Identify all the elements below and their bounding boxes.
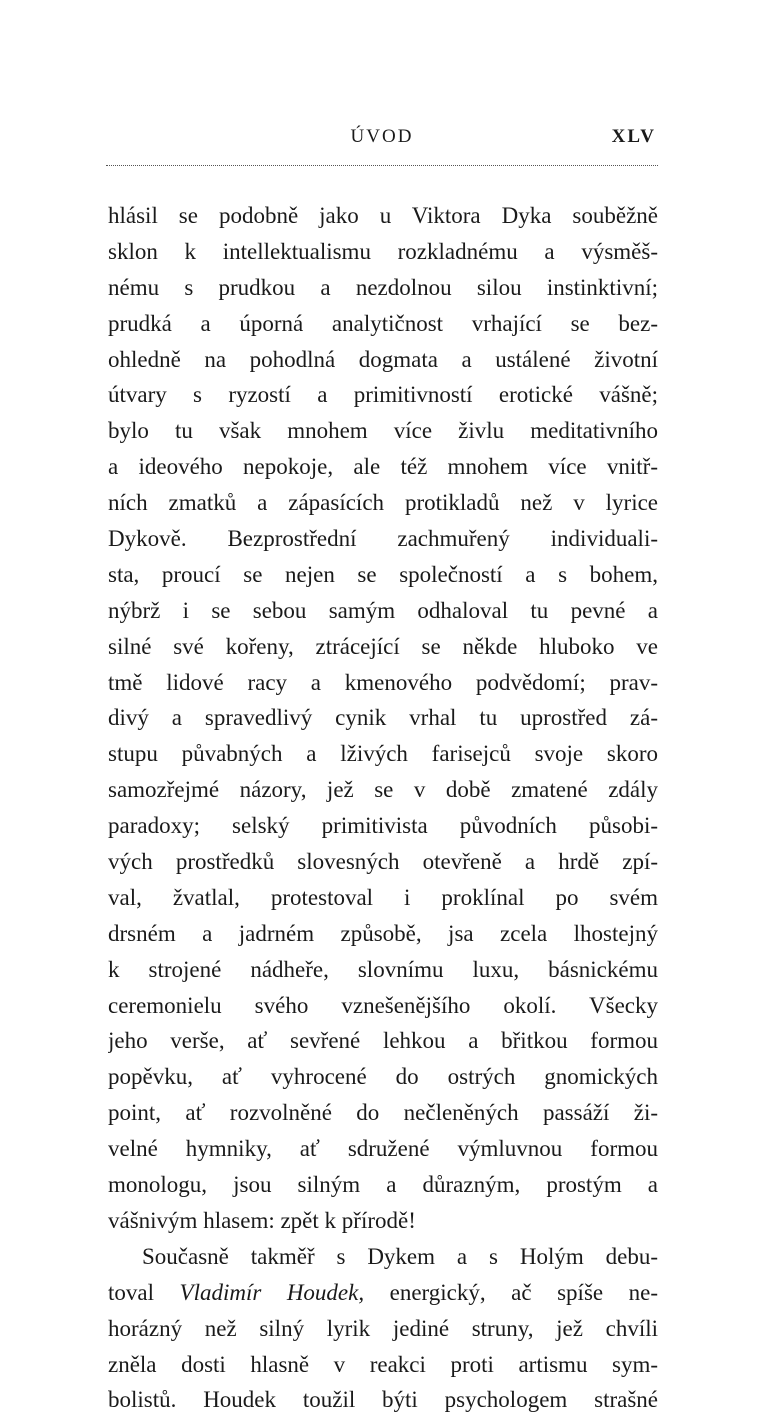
text-line: nýbrž i se sebou samým odhaloval tu pevné a	[108, 597, 658, 623]
text-line: ních zmatků a zápasících protikladů než v lyrice	[108, 490, 658, 516]
text-line: hlásil se podobně jako u Viktora Dyka souběžně	[108, 203, 658, 228]
chapter-title: ÚVOD	[350, 126, 414, 147]
text-line: sklon k intellektualismu rozkladnému a výsměš-	[108, 238, 658, 264]
text-line: velné hymniky, ať sdružené výmluvnou formou	[108, 1136, 658, 1162]
text-line: útvary s ryzostí a primitivností erotické vášně;	[108, 382, 658, 408]
text-line: divý a spravedlivý cynik vrhal tu uprostřed zá-	[108, 705, 658, 731]
text-line: ohledně na pohodlná dogmata a ustálené životní	[108, 346, 658, 372]
paragraph-1	[108, 198, 658, 1239]
text-line: sta, proucí se nejen se společností a s bohem,	[108, 561, 658, 587]
text-line: Dykově. Bezprostřední zachmuřený individuali-	[108, 526, 658, 552]
body-text	[108, 198, 658, 1418]
text-line: nému s prudkou a nezdolnou silou instinktivní;	[108, 274, 658, 300]
text-line: ceremonielu svého vznešenějšího okolí. Všecky	[108, 992, 658, 1018]
text-line: silné své kořeny, ztrácející se někde hluboko ve	[108, 633, 658, 659]
text-line: horázný než silný lyrik jediné struny, jež chvíli	[108, 1315, 658, 1341]
text-line: bolistů. Houdek toužil býti psychologem strašné	[108, 1387, 658, 1413]
text-line: paradoxy; selský primitivista původních působi-	[108, 813, 658, 839]
text-line: point, ať rozvolněné do nečleněných passáží ži-	[108, 1100, 658, 1126]
text-line: k strojené nádheře, slovnímu luxu, básnickému	[108, 956, 658, 982]
paragraph-2	[108, 1239, 658, 1418]
text-line: Současně takměř s Dykem a s Holým debu-	[142, 1243, 658, 1269]
text-line: samozřejmé názory, jež se v době zmatené zdály	[108, 777, 658, 803]
header-divider	[106, 165, 658, 166]
text-line: monologu, jsou silným a důrazným, prostým a	[108, 1172, 658, 1198]
text-line: a ideového nepokoje, ale též mnohem více vnitř-	[108, 454, 658, 480]
text-line: tmě lidové racy a kmenového podvědomí; prav-	[108, 669, 658, 695]
text-line: bylo tu však mnohem více živlu meditativního	[108, 418, 658, 444]
text-line: prudká a úporná analytičnost vrhající se bez-	[108, 310, 658, 336]
text-line: popěvku, ať vyhrocené do ostrých gnomických	[108, 1064, 658, 1090]
page-number: XLV	[611, 126, 656, 147]
text-line: vášnivým hlasem: zpět k přírodě!	[108, 1207, 416, 1233]
text-line: val, žvatlal, protestoval i proklínal po svém	[108, 884, 658, 910]
text-line: toval Vladimír Houdek, energický, ač spíše ne-	[108, 1279, 658, 1305]
text-line: drsném a jadrném způsobě, jsa zcela lhostejný	[108, 920, 658, 946]
text-line: jeho verše, ať sevřené lehkou a břitkou formou	[108, 1028, 658, 1054]
author-name: Vladimír Houdek,	[179, 1279, 365, 1305]
running-head	[108, 122, 656, 152]
text-line: vých prostředků slovesných otevřeně a hrdě zpí-	[108, 849, 658, 875]
text-line: zněla dosti hlasně v reakci proti artismu sym-	[108, 1351, 658, 1377]
text-line: stupu půvabných a lživých farisejců svoje skoro	[108, 741, 658, 767]
